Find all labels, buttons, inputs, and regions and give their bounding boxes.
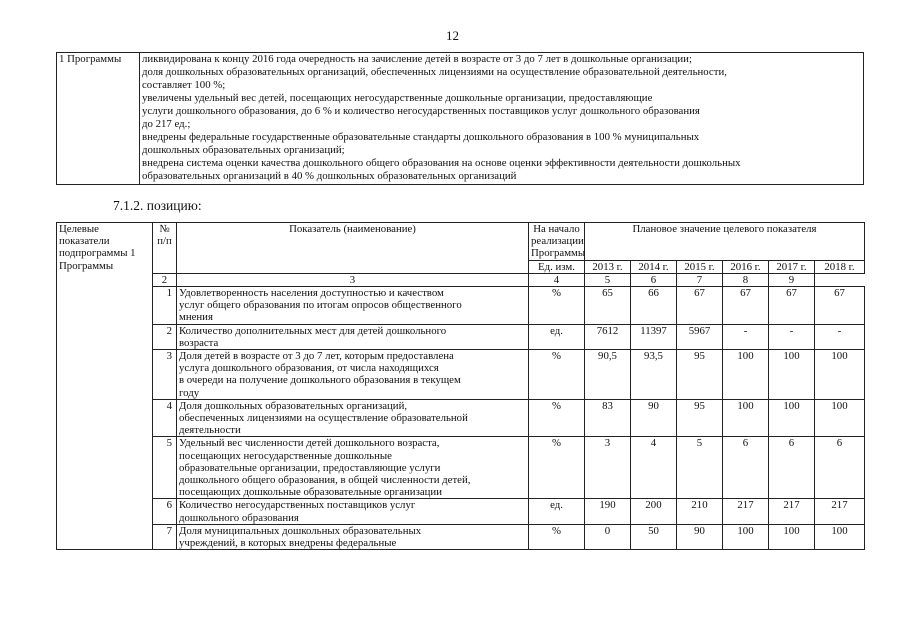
indicator-name [177,399,529,437]
indicator-name-line: году [179,386,200,399]
indicator-name-line: Количество негосударственных поставщиков услуг [179,499,416,512]
indicator-row [57,437,865,499]
header-start: На начало реализации Программы [529,223,585,261]
result-line: до 217 ед.; [142,118,191,130]
year-2014: 2014 г. [631,260,677,273]
program-results-row [57,53,864,185]
indicator-value: 90 [631,399,677,437]
col-number: 2 [153,273,177,286]
result-line: ликвидирована к концу 2016 года очередность на зачисление детей в возрасте от 3 до 7 лет в дошкольные организации; [142,53,692,65]
col-number: 5 [585,273,631,286]
indicator-name-line: Удельный вес численности детей дошкольного возраста, [179,437,440,450]
indicator-name-line: услуг общего образования по итогам опросов общественного [179,299,462,312]
indicator-value: 5967 [677,324,723,349]
indicator-value: 100 [815,399,865,437]
indicator-name-line: дошкольного образования [179,511,299,524]
indicator-value: 200 [631,499,677,524]
indicator-value: 83 [585,399,631,437]
program-results-cell [140,53,864,185]
indicator-unit: ед. [529,324,585,349]
program-results-table [56,52,864,185]
indicator-value: 0 [585,524,631,549]
result-line: внедрены федеральные государственные образовательные стандарты дошкольного образования в 100 % муниципальных [142,131,700,143]
indicator-value: 190 [585,499,631,524]
indicator-name [177,287,529,325]
indicator-value: 210 [677,499,723,524]
indicator-name-line: посещающих негосударственные дошкольные [179,449,392,462]
indicator-value: - [815,324,865,349]
result-line: образовательных организаций в 40 % дошкольных образовательных организаций [142,170,517,182]
indicator-row [57,287,865,325]
indicator-value: 67 [723,287,769,325]
indicator-name-line: Доля детей в возрасте от 3 до 7 лет, которым предоставлена [179,350,454,363]
year-2015: 2015 г. [677,260,723,273]
first-col-label: Целевые показатели подпрограммы 1 Программы [59,223,136,272]
row-number: 3 [153,350,177,400]
indicator-name-line: учреждений, в которых внедрены федеральные [179,537,397,550]
indicator-unit: % [529,350,585,400]
indicator-unit: % [529,287,585,325]
indicator-unit: ед. [529,499,585,524]
indicator-name-line: Количество дополнительных мест для детей дошкольного [179,324,447,337]
row-number: 4 [153,399,177,437]
indicator-value: 100 [769,524,815,549]
indicator-value: 100 [723,350,769,400]
year-2016: 2016 г. [723,260,769,273]
indicator-name-line: дошкольного общего образования, в общей численности детей, [179,474,471,487]
indicator-value: 100 [815,524,865,549]
program-label-cell: 1 Программы [57,53,140,185]
indicator-value: 100 [723,524,769,549]
indicator-value: 65 [585,287,631,325]
row-number: 5 [153,437,177,499]
indicator-value: 11397 [631,324,677,349]
year-2013: 2013 г. [585,260,631,273]
col-number: 6 [631,273,677,286]
indicator-name-line: Доля муниципальных дошкольных образовательных [179,524,422,537]
indicator-row [57,524,865,549]
col-number: 4 [529,273,585,286]
indicator-name [177,524,529,549]
indicator-unit: % [529,399,585,437]
year-2018: 2018 г. [815,260,865,273]
page-number: 12 [446,28,459,43]
header-unit: Ед. изм. [529,260,585,273]
indicator-value: 100 [769,399,815,437]
position-heading: 7.1.2. позицию: [113,198,202,213]
indicator-value: 217 [723,499,769,524]
col-number: 8 [723,273,769,286]
header-indicator: Показатель (наименование) [177,223,529,274]
indicator-value: 100 [815,350,865,400]
indicator-value: - [723,324,769,349]
indicator-name-line: услуга дошкольного образования, от числа находящихся [179,362,439,375]
indicator-value: 90 [677,524,723,549]
indicator-name-line: возраста [179,336,219,349]
indicator-row [57,399,865,437]
indicator-name-line: Удовлетворенность населения доступностью и качеством [179,287,444,300]
indicator-value: 66 [631,287,677,325]
indicator-name [177,324,529,349]
indicator-value: 6 [723,437,769,499]
header-row [57,223,865,261]
indicator-value: 90,5 [585,350,631,400]
result-line: увеличены удельный вес детей, посещающих негосударственные дошкольные организации, предоставляющие [142,92,653,104]
indicator-value: 50 [631,524,677,549]
indicator-unit: % [529,524,585,549]
indicator-row [57,350,865,400]
indicator-name-line: посещающих дошкольные образовательные организации [179,486,442,499]
result-line: составляет 100 %; [142,79,226,91]
indicator-name-line: Доля дошкольных образовательных организаций, [179,399,408,412]
indicator-value: 95 [677,350,723,400]
indicator-value: 67 [677,287,723,325]
indicator-name [177,350,529,400]
indicator-value: 4 [631,437,677,499]
indicator-value: 217 [815,499,865,524]
indicator-value: 67 [815,287,865,325]
indicator-value: 100 [769,350,815,400]
indicator-name [177,499,529,524]
indicator-value: 6 [815,437,865,499]
indicator-value: - [769,324,815,349]
result-line: внедрена система оценки качества дошкольного общего образования на основе оценки эффективности деятельности дошкольных [142,157,741,169]
indicator-name-line: мнения [179,311,213,324]
indicator-value: 67 [769,287,815,325]
indicator-name-line: образовательные организации, предоставляющие услуги [179,461,441,474]
indicator-name-line: деятельности [179,424,241,437]
column-numbers-row [57,273,865,286]
indicator-value: 6 [769,437,815,499]
indicator-value: 5 [677,437,723,499]
indicator-value: 95 [677,399,723,437]
row-number: 7 [153,524,177,549]
result-line: доля дошкольных образовательных организаций, обеспеченных лицензиями на осуществление образовательной деятельности, [142,66,727,78]
row-number: 1 [153,287,177,325]
indicator-value: 93,5 [631,350,677,400]
indicator-name [177,437,529,499]
indicator-value: 7612 [585,324,631,349]
indicator-row [57,499,865,524]
row-number: 2 [153,324,177,349]
result-line: дошкольных образовательных организаций; [142,144,345,156]
target-indicators-table [56,222,865,550]
first-col-label-cell [57,223,153,550]
indicator-name-line: обеспеченных лицензиями на осуществление образовательной [179,412,468,425]
col-number: 3 [177,273,529,286]
header-plan: Плановое значение целевого показателя [585,223,865,261]
indicator-row [57,324,865,349]
indicator-unit: % [529,437,585,499]
indicator-name-line: в очереди на получение дошкольного образования в текущем [179,374,461,387]
row-number: 6 [153,499,177,524]
col-number: 9 [769,273,815,286]
result-line: услуги дошкольного образования, до 6 % и количество негосударственных поставщиков услуг дошкольного образования [142,105,700,117]
indicator-value: 3 [585,437,631,499]
indicator-value: 100 [723,399,769,437]
header-num: № п/п [153,223,177,274]
year-2017: 2017 г. [769,260,815,273]
col-number: 7 [677,273,723,286]
indicator-value: 217 [769,499,815,524]
